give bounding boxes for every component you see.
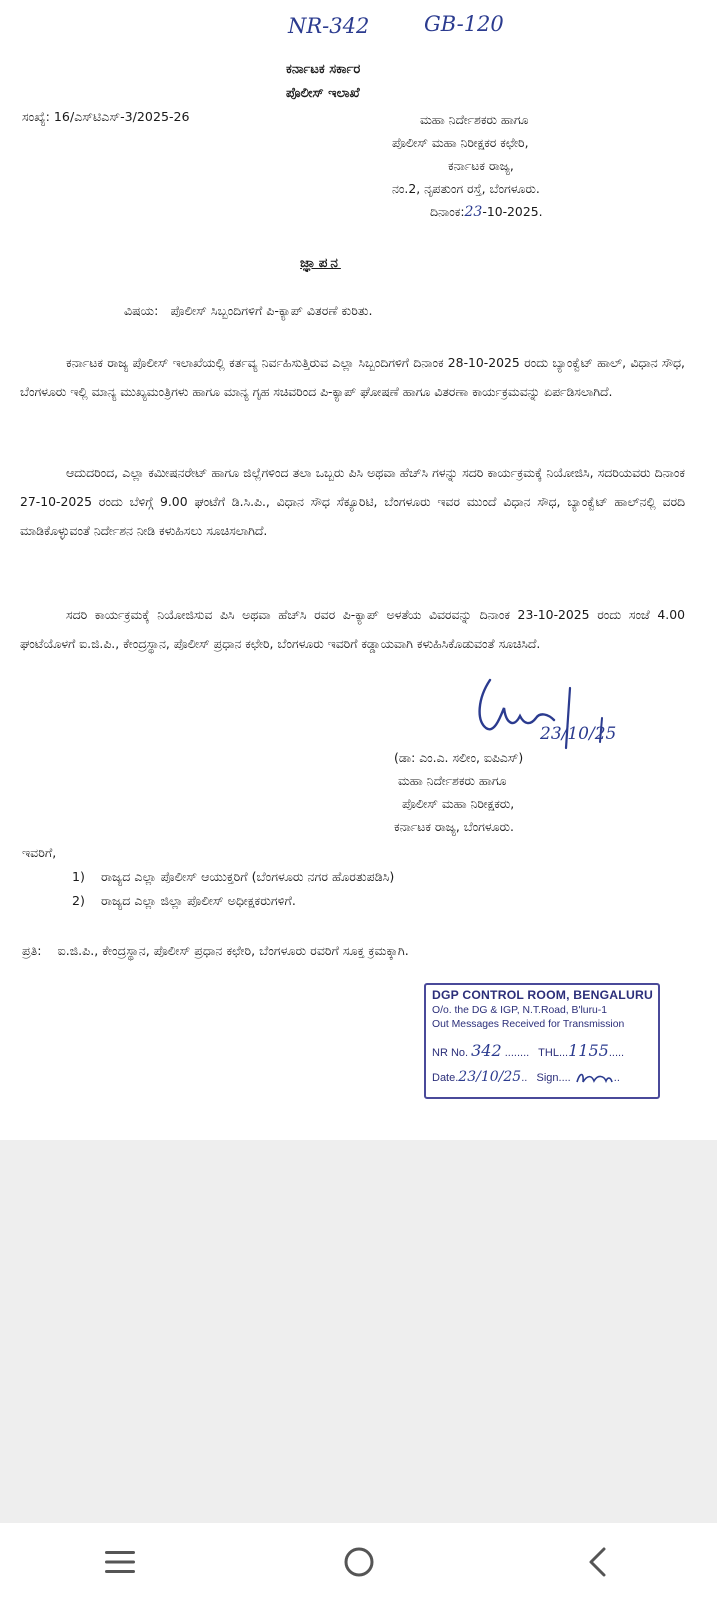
paragraph-2: ಆದುದರಿಂದ, ಎಲ್ಲಾ ಕಮೀಷನರೇಟ್ ಹಾಗೂ ಜಿಲ್ಲೆಗಳಿಂದ ತಲಾ ಒಬ್ಬರು ಪಿಸಿ ಅಥವಾ ಹೆಚ್‌ಸಿ ಗಳನ್ನು ಸದರಿ ಕಾರ್ಯಕ್ರಮಕ್ಕೆ ನಿಯೋಜಿಸಿ, ಸದರಿಯವರು ದಿನಾಂಕ 27-10-2025 ರಂದು ಬೆಳಿಗ್ಗೆ 9.00 ಘಂಟೆಗೆ ಡಿ.ಸಿ.ಪಿ., ವಿಧಾನ ಸೌಧ ಸೆಕ್ಯೂರಿಟಿ, ಬೆಂಗಳೂರು ಇವರ ಮುಂದೆ ವಿಧಾನ ಸೌಧ, ಬ್ಯಾಂಕ್ವೆಟ್ ಹಾಲ್‌ನಲ್ಲಿ ವರದಿ ಮಾಡಿಕೊಳ್ಳುವಂತೆ ನಿರ್ದೇಶನ ನೀಡಿ ಕಳುಹಿಸಲು ಸೂಚಿಸಲಾಗಿದೆ. [20,465,685,538]
header-department: ಪೊಲೀಸ್ ಇಲಾಖೆ [286,86,360,101]
menu-icon [103,1548,137,1576]
recent-apps-button[interactable] [90,1532,150,1592]
stamp-date-value: 23/10/25 [458,1069,522,1085]
office-line-4: ನಂ.2, ನೃಪತುಂಗ ರಸ್ತೆ, ಬೆಂಗಳೂರು. [392,181,540,196]
signatory-line-3: ಕರ್ನಾಟಕ ರಾಜ್ಯ, ಬೆಂಗಳೂರು. [394,819,514,834]
stamp-date-row: Date.23/10/25.. Sign.... .. [432,1069,620,1085]
handwritten-nr: NR-342 [288,14,370,38]
office-line-2: ಪೊಲೀಸ್ ಮಹಾ ನಿರೀಕ್ಷಕರ ಕಛೇರಿ, [392,135,529,150]
home-icon [342,1545,376,1579]
empty-viewer-area [0,1140,717,1523]
signatory-line-2: ಪೊಲೀಸ್ ಮಹಾ ನಿರೀಕ್ಷಕರು, [402,796,515,811]
stamp-line-1: DGP CONTROL ROOM, BENGALURU [432,988,653,1002]
stamp-line-3: Out Messages Received for Transmission [432,1019,625,1030]
back-icon [586,1545,610,1579]
office-address [392,108,543,224]
date-prefix: ದಿನಾಂಕ: [430,204,465,219]
stamp-thl-value: 1155 [568,1041,609,1060]
recipient-text: ರಾಜ್ಯದ ಎಲ್ಲಾ ಪೊಲೀಸ್ ಆಯುಕ್ತರಿಗೆ (ಬೆಂಗಳೂರು ನಗರ ಹೊರತುಪಡಿಸಿ) [100,869,395,884]
copy-label: ಪ್ರತಿ: [22,943,42,958]
subject-line [124,302,373,319]
control-room-stamp [424,983,660,1099]
recipients-label: ಇವರಿಗೆ, [22,845,57,860]
signature-date: 23/10/25 [540,724,617,744]
subject-text: ಪೊಲೀಸ್ ಸಿಬ್ಬಂದಿಗಳಿಗೆ ಪಿ-ಕ್ಯಾಪ್ ವಿತರಣೆ ಕುರಿತು. [170,303,373,318]
copy-line [22,942,409,959]
subject-label: ವಿಷಯ: [124,303,159,318]
office-line-1: ಮಹಾ ನಿರ್ದೇಶಕರು ಹಾಗೂ [420,112,529,127]
office-date [392,200,543,224]
reference-number: ಸಂಖ್ಯೆ: 16/ಎಸ್‌ಟಿಎಸ್-3/2025-26 [22,109,190,124]
recipient-number: 2) [72,893,85,908]
copy-text: ಐ.ಜಿ.ಪಿ., ಕೇಂದ್ರಸ್ಥಾನ, ಪೊಲೀಸ್ ಪ್ರಧಾನ ಕಛೇರಿ, ಬೆಂಗಳೂರು ರವರಿಗೆ ಸೂಕ್ತ ಕ್ರಮಕ್ಕಾಗಿ. [57,943,409,958]
header-government: ಕರ್ನಾಟಕ ಸರ್ಕಾರ [286,62,361,77]
recipient-number: 1) [72,869,85,884]
memo-title: ಜ್ಞಾಪನ [300,255,341,271]
office-line-3: ಕರ್ನಾಟಕ ರಾಜ್ಯ, [448,158,514,173]
stamp-nr-label: NR No. [432,1047,469,1059]
recipient-text: ರಾಜ್ಯದ ಎಲ್ಲಾ ಜಿಲ್ಲಾ ಪೊಲೀಸ್ ಅಧೀಕ್ಷಕರುಗಳಿಗೆ. [100,893,296,908]
stamp-line-2: O/o. the DG & IGP, N.T.Road, B'luru-1 [432,1005,608,1016]
paragraph-3: ಸದರಿ ಕಾರ್ಯಕ್ರಮಕ್ಕೆ ನಿಯೋಜಿಸುವ ಪಿಸಿ ಅಥವಾ ಹೆಚ್‌ಸಿ ರವರ ಪಿ-ಕ್ಯಾಪ್ ಅಳತೆಯ ವಿವರವನ್ನು ದಿನಾಂಕ 23-10-2025 ರಂದು ಸಂಜೆ 4.00 ಘಂಟೆಯೊಳಗೆ ಐ.ಜಿ.ಪಿ., ಕೇಂದ್ರಸ್ಥಾನ, ಪೊಲೀಸ್ ಪ್ರಧಾನ ಕಛೇರಿ, ಬೆಂಗಳೂರು ಇವರಿಗೆ ಕಡ್ಡಾಯವಾಗಿ ಕಳುಹಿಸಿಕೊಡುವಂತೆ ಸೂಚಿಸಿದೆ. [20,607,685,651]
recipient-item [72,892,296,909]
signatory-block [394,746,523,838]
system-navigation-bar [0,1523,717,1600]
stamp-thl-label: THL [538,1047,559,1059]
paragraph-1: ಕರ್ನಾಟಕ ರಾಜ್ಯ ಪೊಲೀಸ್ ಇಲಾಖೆಯಲ್ಲಿ ಕರ್ತವ್ಯ ನಿರ್ವಹಿಸುತ್ತಿರುವ ಎಲ್ಲಾ ಸಿಬ್ಬಂದಿಗಳಿಗೆ ದಿನಾಂಕ 28-10-2025 ರಂದು ಬ್ಯಾಂಕ್ವೆಟ್ ಹಾಲ್, ವಿಧಾನ ಸೌಧ, ಬೆಂಗಳೂರು ಇಲ್ಲಿ ಮಾನ್ಯ ಮುಖ್ಯಮಂತ್ರಿಗಳು ಹಾಗೂ ಮಾನ್ಯ ಗೃಹ ಸಚಿವರಿಂದ ಪಿ-ಕ್ಯಾಪ್ ಘೋಷಣೆ ಹಾಗೂ ವಿತರಣಾ ಕಾರ್ಯಕ್ರಮವನ್ನು ಏರ್ಪಡಿಸಲಾಗಿದೆ. [20,355,685,399]
handwritten-gb: GB-120 [424,12,504,36]
stamp-nr-row: NR No. 342 ........ THL...1155..... [432,1041,625,1060]
stamp-sign-label: Sign. [536,1072,562,1084]
date-handwritten: 23 [464,204,483,220]
stamp-sign-scribble [574,1070,614,1086]
stamp-nr-value: 342 [471,1041,502,1060]
recipient-item [72,868,394,885]
date-suffix: -10-2025. [482,204,543,219]
home-button[interactable] [329,1532,389,1592]
signatory-line-1: ಮಹಾ ನಿರ್ದೇಶಕರು ಹಾಗೂ [398,773,507,788]
signatory-name: (ಡಾ: ಎಂ.ಎ. ಸಲೀಂ, ಐಪಿಎಸ್) [394,750,524,765]
signature-scribble [470,668,670,758]
back-button[interactable] [568,1532,628,1592]
stamp-date-label: Date. [432,1072,459,1084]
